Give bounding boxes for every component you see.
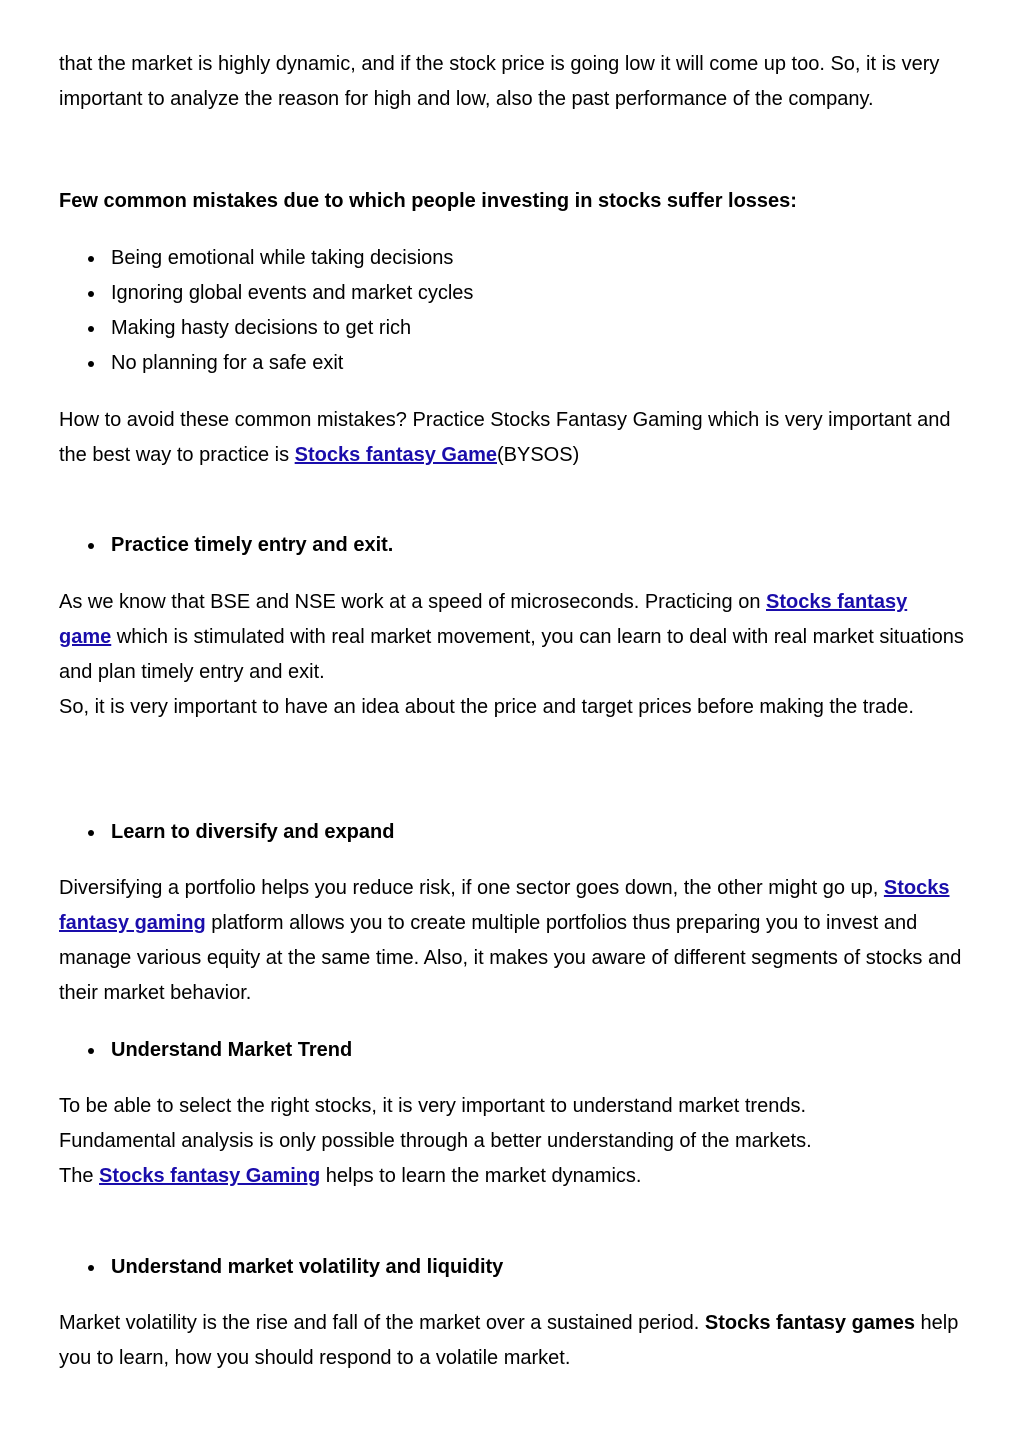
trend-line2: Fundamental analysis is only possible through a better understanding of the markets. [59, 1130, 812, 1152]
entry-exit-text: As we know that BSE and NSE work at a speed of microseconds. Practicing on [59, 591, 767, 613]
entry-exit-heading-block [59, 528, 964, 563]
stocks-fantasy-game-link[interactable]: Stocks fantasy Game [294, 444, 497, 466]
avoid-text: How to avoid these common mistakes? Practice Stocks Fantasy Gaming which is very important and the best way to practice is [59, 409, 951, 466]
stocks-fantasy-gaming-link[interactable]: Stocks fantasy gaming [59, 877, 950, 934]
diversify-text: Diversifying a portfolio helps you reduce risk, if one sector goes down, the other might go up, [59, 877, 884, 899]
mistakes-heading-block [59, 184, 964, 219]
trend-heading: Understand Market Trend [59, 1033, 964, 1068]
entry-exit-line2: So, it is very important to have an idea about the price and target prices before making the trade. [59, 696, 914, 718]
avoid-paragraph [59, 403, 964, 473]
diversify-heading: Learn to diversify and expand [59, 815, 964, 850]
avoid-suffix: (BYSOS) [497, 444, 580, 466]
volatility-heading: Understand market volatility and liquidity [59, 1250, 964, 1285]
entry-exit-text-2: which is stimulated with real market movement, you can learn to deal with real market situations and plan timely entry and exit. [59, 626, 964, 683]
volatility-heading-block [59, 1250, 964, 1285]
diversify-heading-block [59, 815, 964, 850]
volatility-bold: Stocks fantasy games [704, 1312, 915, 1334]
volatility-paragraph [59, 1306, 964, 1376]
trend-heading-block [59, 1033, 964, 1068]
intro-paragraph [59, 47, 964, 117]
stocks-fantasy-game-link-2[interactable]: Stocks fantasy game [59, 591, 908, 648]
list-item: Making hasty decisions to get rich [59, 311, 964, 346]
diversify-paragraph [59, 871, 964, 1011]
mistakes-list [59, 241, 964, 381]
trend-line1: To be able to select the right stocks, it is very important to understand market trends. [59, 1095, 807, 1117]
entry-exit-paragraph [59, 585, 964, 725]
list-item: Being emotional while taking decisions [59, 241, 964, 276]
stocks-fantasy-gaming-link-2[interactable]: Stocks fantasy Gaming [99, 1165, 321, 1187]
entry-exit-heading: Practice timely entry and exit. [59, 528, 964, 563]
volatility-text: Market volatility is the rise and fall of the market over a sustained period. [59, 1312, 705, 1334]
trend-paragraph [59, 1089, 964, 1194]
trend-line3-prefix: The [59, 1165, 100, 1187]
trend-line3-suffix: helps to learn the market dynamics. [320, 1165, 642, 1187]
volatility-text-2: help you to learn, how you should respond to a volatile market. [59, 1312, 959, 1369]
diversify-text-2: platform allows you to create multiple portfolios thus preparing you to invest and manage various equity at the same time. Also, it makes you aware of different segments of stocks and their market behavior. [59, 912, 962, 1004]
mistakes-heading: Few common mistakes due to which people investing in stocks suffer losses: [59, 190, 797, 212]
intro-text: that the market is highly dynamic, and if the stock price is going low it will come up too. So, it is very important to analyze the reason for high and low, also the past performance of the company. [59, 53, 940, 110]
list-item: No planning for a safe exit [59, 346, 964, 381]
list-item: Ignoring global events and market cycles [59, 276, 964, 311]
